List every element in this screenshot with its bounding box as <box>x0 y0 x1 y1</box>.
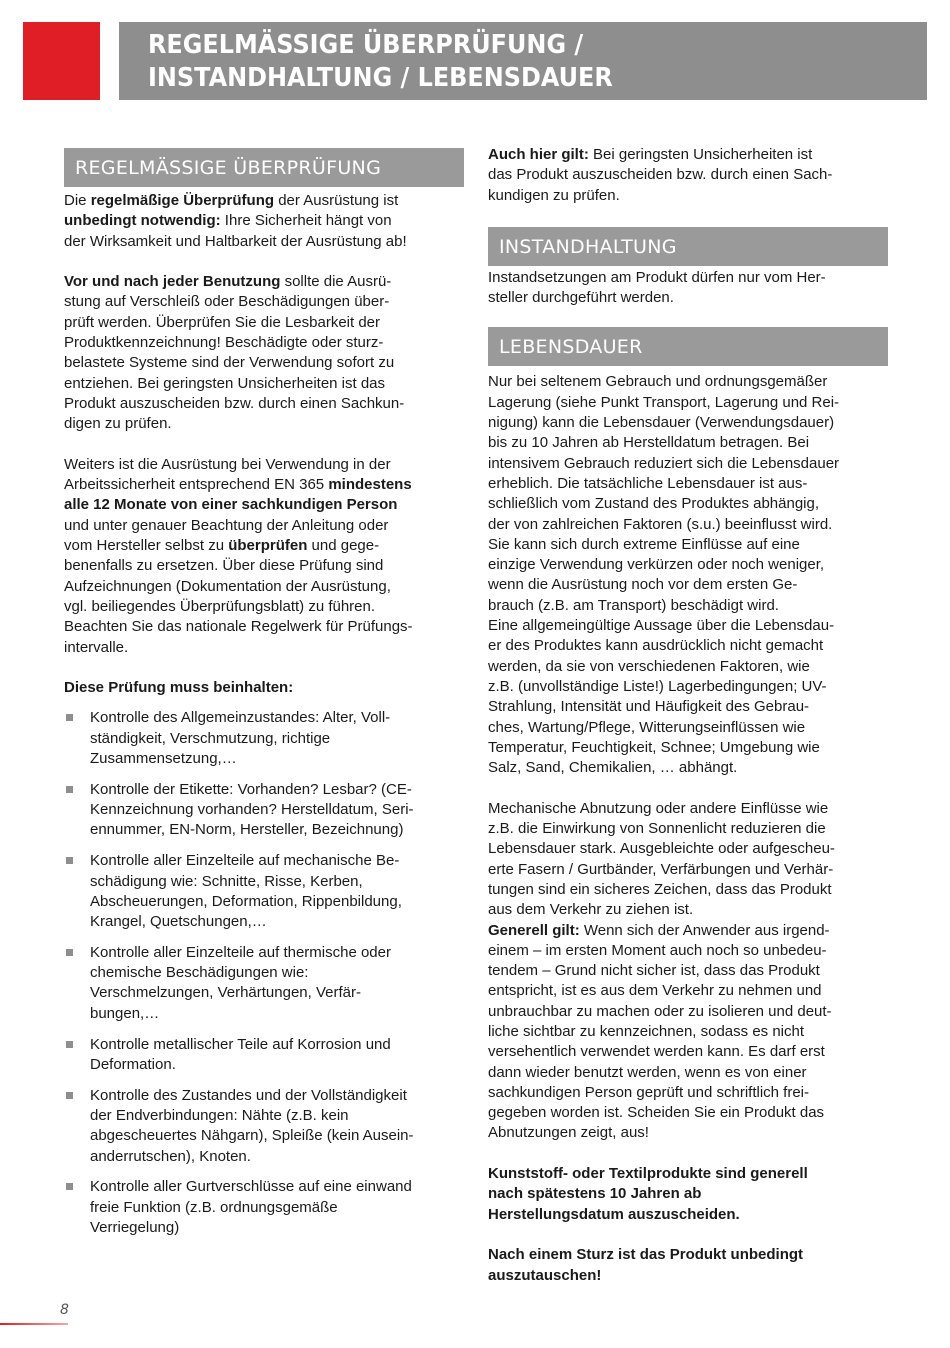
text-line: erheblich. Die tatsächliche Lebensdauer ist aus- <box>488 474 808 492</box>
section-title-maintenance: INSTANDHALTUNG <box>488 227 888 266</box>
bold-text: Vor und nach jeder Benutzung <box>64 273 281 291</box>
text: intervalle. <box>64 638 129 656</box>
general-rule-paragraph <box>488 921 888 1144</box>
text: und unter genauer Beachtung der Anleitung oder <box>64 516 389 534</box>
text-line: werden, da sie von verschiedenen Faktoren, wie <box>488 657 810 675</box>
text-line: auszutauschen! <box>488 1266 602 1284</box>
square-bullet-icon <box>66 949 73 956</box>
plastic-textile-notice <box>488 1164 888 1225</box>
text-line: tungen sind ein sicheres Zeichen, dass das Produkt <box>488 880 832 898</box>
text-line: Kontrolle aller Gurtverschlüsse auf eine einwand <box>90 1178 412 1196</box>
text-line: Sie kann sich durch extreme Einflüsse auf eine <box>488 535 800 553</box>
text-line: Abscheuerungen, Deformation, Rippenbildung, <box>90 892 402 910</box>
text-line: Nach einem Sturz ist das Produkt unbedingt <box>488 1246 804 1264</box>
checklist-heading <box>64 678 464 698</box>
lifespan-paragraph-1 <box>488 372 888 778</box>
checklist-item <box>64 780 464 841</box>
text: Beachten Sie das nationale Regelwerk für Prüfungs- <box>64 618 413 636</box>
text-line: wenn die Ausrüstung noch vor dem ersten Ge- <box>488 576 798 594</box>
page-title-bar <box>119 22 927 100</box>
text-line: bis zu 10 Jahren ab Herstelldatum betragen. Bei <box>488 434 810 452</box>
checklist-item <box>64 1177 464 1238</box>
text-line: brauch (z.B. am Transport) beschädigt wird. <box>488 596 779 614</box>
text-line: chemische Beschädigungen wie: <box>90 964 309 982</box>
section-title-lifespan: LEBENSDAUER <box>488 327 888 366</box>
text: benenfalls zu ersetzen. Über diese Prüfung sind <box>64 557 384 575</box>
text-line: Eine allgemeingültige Aussage über die Lebensdau- <box>488 617 835 635</box>
text-line: nigung) kann die Lebensdauer (Verwendungsdauer) <box>488 414 835 432</box>
text-line: Mechanische Abnutzung oder andere Einflüsse wie <box>488 799 829 817</box>
text-line: erte Fasern / Gurtbänder, Verfärbungen und Verhär- <box>488 860 834 878</box>
text: Produktkennzeichnung! Beschädigte oder sturz- <box>64 334 384 352</box>
text-line: Kontrolle aller Einzelteile auf thermische oder <box>90 943 391 961</box>
text-line: Kontrolle der Etikette: Vorhanden? Lesbar? (CE- <box>90 780 412 798</box>
text-line: Zusammensetzung,… <box>90 750 237 768</box>
text-line: Lebensdauer stark. Ausgebleichte oder aufgescheu- <box>488 840 835 858</box>
bold-text: mindestens <box>328 476 412 494</box>
section-title-inspection: REGELMÄSSIGE ÜBERPRÜFUNG <box>64 148 464 187</box>
text: Die <box>64 192 91 209</box>
checklist-item <box>64 943 464 1024</box>
text-line: einem – im ersten Moment auch noch so unbedeu- <box>488 941 827 959</box>
text-line: anderrutschen), Knoten. <box>90 1147 251 1165</box>
text-line: freie Funktion (z.B. ordnungsgemäße <box>90 1198 338 1216</box>
text-line: Abnutzungen zeigt, aus! <box>488 1124 649 1142</box>
before-after-use-paragraph <box>64 272 464 434</box>
text: vom Hersteller selbst zu <box>64 537 229 555</box>
bold-text: Auch hier gilt: <box>488 146 589 163</box>
left-column <box>64 148 464 1249</box>
text-line: Kunststoff- oder Textilprodukte sind generell <box>488 1165 808 1183</box>
text-line: aus dem Verkehr zu ziehen ist. <box>488 901 694 919</box>
text-line: Verriegelung) <box>90 1218 180 1236</box>
text-line: schließlich vom Zustand des Produktes abhängig, <box>488 495 820 513</box>
text: Wenn sich der Anwender aus irgend- <box>579 921 830 939</box>
checklist-item <box>64 1086 464 1167</box>
footer-accent-line <box>0 1323 68 1325</box>
page-title-line-2: INSTANDHALTUNG / LEBENSDAUER <box>148 63 613 93</box>
text-line: Nur bei seltenem Gebrauch und ordnungsgemäßer <box>488 373 828 391</box>
text-line: sachkundigen Person geprüft und schriftlich frei- <box>488 1083 810 1101</box>
text-line: Temperatur, Feuchtigkeit, Schnee; Umgebung wie <box>488 738 820 756</box>
bold-text: überprüfen <box>228 537 308 555</box>
text: und gege- <box>307 537 380 555</box>
text-line: bungen,… <box>90 1004 160 1022</box>
text: prüft werden. Überprüfen Sie die Lesbarkeit der <box>64 313 381 331</box>
text: sollte die Ausrü- <box>280 273 392 291</box>
red-accent-block <box>23 22 100 100</box>
text: Bei geringsten Unsicherheiten ist <box>588 146 813 163</box>
text-line: Krangel, Quetschungen,… <box>90 913 267 931</box>
text-line: er des Produktes kann ausdrücklich nicht gemacht <box>488 637 824 655</box>
text-line: z.B. (unvollständige Liste!) Lagerbedingungen; UV- <box>488 677 827 695</box>
text-line: Kontrolle des Allgemeinzustandes: Alter, Voll- <box>90 709 391 727</box>
checklist-item <box>64 1035 464 1076</box>
text-line: Lagerung (siehe Punkt Transport, Lagerung und Rei- <box>488 393 840 411</box>
text-line: Verschmelzungen, Verhärtungen, Verfär- <box>90 984 361 1002</box>
inspection-intro <box>64 191 464 252</box>
text-line: entspricht, ist es aus dem Verkehr zu nehmen und <box>488 982 822 1000</box>
text-line: versehentlich verwendet werden kann. Es darf erst <box>488 1043 825 1061</box>
text-line: Salz, Sand, Chemikalien, … abhängt. <box>488 759 738 777</box>
text: Arbeitssicherheit entsprechend EN 365 <box>64 476 329 494</box>
page-title-line-1: REGELMÄSSIGE ÜBERPRÜFUNG / <box>148 30 584 60</box>
square-bullet-icon <box>66 857 73 864</box>
text: Weiters ist die Ausrüstung bei Verwendung in der <box>64 455 391 473</box>
text-line: Deformation. <box>90 1055 176 1073</box>
text: das Produkt auszuscheiden bzw. durch einen Sach- <box>488 166 833 184</box>
text-line: Kennzeichnung vorhanden? Herstelldatum, Seri- <box>90 801 414 819</box>
checklist-item <box>64 851 464 932</box>
text: Ihre Sicherheit hängt von <box>220 212 392 230</box>
text-line: nach spätestens 10 Jahren ab <box>488 1185 702 1203</box>
text-line: schädigung wie: Schnitte, Risse, Kerben, <box>90 872 363 890</box>
text-line: Kontrolle metallischer Teile auf Korrosion und <box>90 1035 391 1053</box>
text: der Ausrüstung ist <box>274 192 399 209</box>
lifespan-paragraph-2 <box>488 799 888 921</box>
bold-text: unbedingt notwendig: <box>64 212 221 230</box>
maintenance-text <box>488 268 888 309</box>
square-bullet-icon <box>66 1183 73 1190</box>
square-bullet-icon <box>66 714 73 721</box>
work-safety-paragraph <box>64 455 464 658</box>
text: Aufzeichnungen (Dokumentation der Ausrüstung, <box>64 577 391 595</box>
text-line: Kontrolle des Zustandes und der Vollständigkeit <box>90 1086 407 1104</box>
text-line: Strahlung, Intensität und Häufigkeit des Gebrau- <box>488 698 810 716</box>
text: kundigen zu prüfen. <box>488 186 620 204</box>
text: vgl. beiliegendes Überprüfungsblatt) zu führen. <box>64 597 376 615</box>
text-line: der Endverbindungen: Nähte (z.B. kein <box>90 1106 349 1124</box>
text-line: ches, Wartung/Pflege, Witterungseinflüssen wie <box>488 718 806 736</box>
bold-text: Generell gilt: <box>488 921 580 939</box>
text: Produkt auszuscheiden bzw. durch einen Sachkun- <box>64 394 405 412</box>
text-line: ennummer, EN-Norm, Hersteller, Bezeichnung) <box>90 821 404 839</box>
bold-text: regelmäßige Überprüfung <box>90 192 275 209</box>
text-line: dann wieder benutzt werden, wenn es von einer <box>488 1063 807 1081</box>
square-bullet-icon <box>66 1092 73 1099</box>
text: steller durchgeführt werden. <box>488 289 674 307</box>
text: Instandsetzungen am Produkt dürfen nur vom Her- <box>488 268 826 286</box>
text-line: liche sichtbar zu kennzeichnen, sodass es nicht <box>488 1022 805 1040</box>
text: entziehen. Bei geringsten Unsicherheiten ist das <box>64 374 386 392</box>
text-line: abgescheuertes Nähgarn), Spleiße (kein Ausein- <box>90 1127 414 1145</box>
inspection-checklist <box>64 708 464 1238</box>
also-applies-paragraph <box>488 145 888 206</box>
square-bullet-icon <box>66 786 73 793</box>
text-line: einzige Verwendung verkürzen oder noch weniger, <box>488 556 825 574</box>
text: der Wirksamkeit und Haltbarkeit der Ausrüstung ab! <box>64 232 407 250</box>
text: belastete Systeme sind der Verwendung sofort zu <box>64 354 395 372</box>
text-line: intensivem Gebrauch reduziert sich die Lebensdauer <box>488 454 840 472</box>
bold-text: alle 12 Monate von einer sachkundigen Person <box>64 496 398 514</box>
text-line: tendem – Grund nicht sicher ist, dass das Produkt <box>488 962 820 980</box>
after-fall-notice <box>488 1245 888 1286</box>
text-line: z.B. die Einwirkung von Sonnenlicht reduzieren die <box>488 820 826 838</box>
text-line: Kontrolle aller Einzelteile auf mechanische Be- <box>90 852 400 870</box>
text: digen zu prüfen. <box>64 415 172 433</box>
text-line: der von zahlreichen Faktoren (s.u.) beeinflusst wird. <box>488 515 833 533</box>
text-line: unbrauchbar zu machen oder zu isolieren und deut- <box>488 1002 832 1020</box>
page-number: 8 <box>60 1302 69 1318</box>
bold-text: Diese Prüfung muss beinhalten: <box>64 679 294 697</box>
text-line: gegeben worden ist. Scheiden Sie ein Produkt das <box>488 1104 825 1122</box>
right-column <box>488 145 888 1286</box>
text: stung auf Verschleiß oder Beschädigungen über- <box>64 293 390 311</box>
text-line: ständigkeit, Verschmutzung, richtige <box>90 729 331 747</box>
checklist-item <box>64 708 464 769</box>
text-line: Herstellungsdatum auszuscheiden. <box>488 1205 740 1223</box>
square-bullet-icon <box>66 1041 73 1048</box>
